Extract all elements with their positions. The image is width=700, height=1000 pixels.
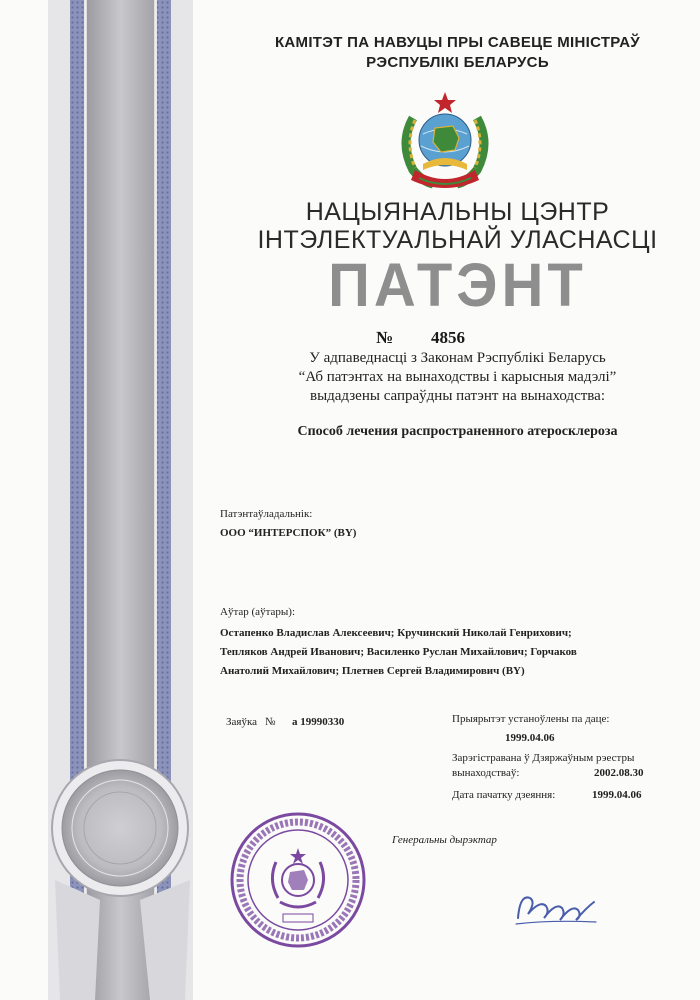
legal-text-line-3: выдадзены сапраўдны патэнт на вынаходства: bbox=[309, 388, 605, 404]
authors-line-1: Остапенко Владислав Алексеевич; Кручинский Николай Генрихович; bbox=[220, 627, 572, 639]
priority-label: Прыярытэт устаноўлены па даце: bbox=[452, 713, 610, 725]
decorative-band bbox=[0, 0, 215, 1000]
patent-title: ПАТЭНТ bbox=[328, 251, 587, 320]
application-number: a 19990330 bbox=[292, 716, 345, 728]
director-signature bbox=[510, 880, 600, 930]
holder-value: ООО “ИНТЕРСПОК” (BY) bbox=[220, 527, 357, 539]
patent-number: 4856 bbox=[431, 328, 465, 347]
committee-line-1: КАМІТЭТ ПА НАВУЦЫ ПРЫ САВЕЦЕ МІНІСТРАЎ bbox=[274, 34, 641, 51]
invention-title: Способ лечения распространенного атеросклероза bbox=[297, 424, 618, 439]
registered-label-2: вынаходстваў: bbox=[452, 767, 520, 779]
holder-label: Патэнтаўладальнік: bbox=[220, 508, 313, 520]
patent-number-sign: № bbox=[376, 328, 394, 347]
registered-date: 2002.08.30 bbox=[594, 767, 644, 779]
registered-label-1: Зарэгістравана ў Дзяржаўным рэестры bbox=[452, 752, 635, 764]
start-date: 1999.04.06 bbox=[592, 789, 642, 801]
application-sign: № bbox=[265, 716, 276, 728]
priority-date: 1999.04.06 bbox=[505, 732, 555, 744]
authors-line-3: Анатолий Михайлович; Плетнев Сергей Владимирович (BY) bbox=[220, 665, 525, 677]
center-name-line-2: ІНТЭЛЕКТУАЛЬНАЙ УЛАСНАСЦІ bbox=[257, 226, 658, 254]
official-stamp bbox=[228, 810, 368, 950]
application-label: Заяўка bbox=[226, 716, 258, 728]
legal-text-line-1: У адпаведнасці з Законам Рэспублікі Беларусь bbox=[309, 350, 606, 366]
director-title: Генеральны дырэктар bbox=[392, 834, 497, 846]
coat-of-arms-emblem bbox=[393, 88, 497, 193]
authors-label: Аўтар (аўтары): bbox=[220, 606, 295, 618]
start-label: Дата пачатку дзеяння: bbox=[452, 789, 556, 801]
authors-line-2: Тепляков Андрей Иванович; Василенко Руслан Михайлович; Горчаков bbox=[220, 646, 577, 658]
center-name-line-1: НАЦЫЯНАЛЬНЫ ЦЭНТР bbox=[305, 198, 610, 226]
legal-text-line-2: “Аб патэнтах на вынаходствы і карысныя мадэлі” bbox=[298, 369, 617, 385]
committee-line-2: РЭСПУБЛІКІ БЕЛАРУСЬ bbox=[366, 54, 549, 71]
